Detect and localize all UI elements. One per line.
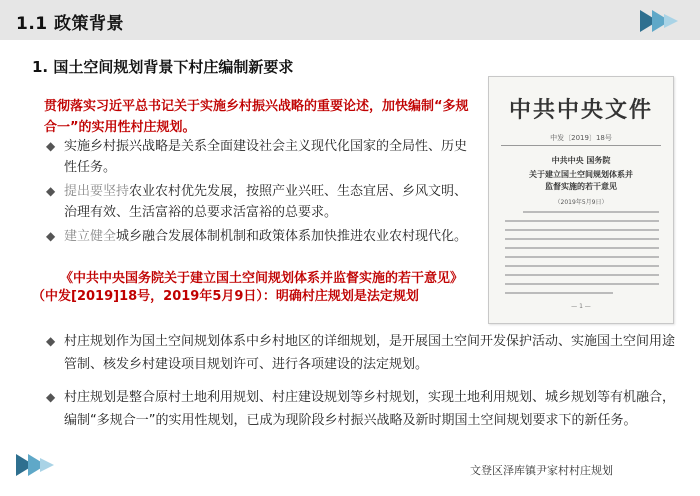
bullet-diamond-icon: ◆ xyxy=(46,334,56,348)
footer-project-name: 文登区泽库镇尹家村村庄规划 xyxy=(470,464,613,477)
bullet-highlight: 提出要坚持 xyxy=(64,184,130,199)
text-line xyxy=(523,211,659,213)
document-issuer: 中共中央 国务院 xyxy=(551,156,611,165)
text-line xyxy=(505,247,659,249)
document-masthead: 中共中央文件 xyxy=(508,97,653,123)
logo-arrow-icon xyxy=(638,8,684,34)
text-line xyxy=(505,274,659,276)
document-title-line: 关于建立国土空间规划体系并 xyxy=(529,170,633,179)
document-body xyxy=(505,211,659,301)
text-line xyxy=(505,229,659,231)
policy-quote: 《中共中央国务院关于建立国土空间规划体系并监督实施的若干意见》（中发[2019]18号，2019年5月9日）：明确村庄规划是法定规划 xyxy=(32,271,464,304)
bullet-list-bottom xyxy=(46,330,676,442)
bullet-list-top xyxy=(46,136,472,250)
document-title xyxy=(489,169,673,193)
list-item xyxy=(46,386,676,432)
bullet-diamond-icon: ◆ xyxy=(46,139,56,153)
bullet-highlight: 建立健全 xyxy=(64,229,117,244)
document-number: 中发〔2019〕18号 xyxy=(550,134,612,142)
page-title: 1.1 政策背景 xyxy=(16,14,125,34)
document-divider xyxy=(501,145,661,146)
list-item xyxy=(46,330,676,376)
bullet-text: 实施乡村振兴战略是关系全面建设社会主义现代化国家的全局性、历史性任务。 xyxy=(64,139,468,175)
list-item xyxy=(46,226,472,247)
bullet-text: 村庄规划是整合原村土地利用规划、村庄建设规划等乡村规划，实现土地利用规划、城乡规划等有机融合，编制“多规合一”的实用性规划，已成为现阶段乡村振兴战略及新时期国土空间规划要求下的新任务。 xyxy=(64,390,676,428)
bullet-diamond-icon: ◆ xyxy=(46,390,56,404)
intro-statement: 贯彻落实习近平总书记关于实施乡村振兴战略的重要论述，加快编制“多规合一”的实用性村庄规划。 xyxy=(44,99,469,135)
text-line xyxy=(505,238,659,240)
document-page-number: — 1 — xyxy=(571,303,591,310)
text-line xyxy=(505,256,659,258)
list-item xyxy=(46,136,472,178)
list-item xyxy=(46,181,472,223)
bullet-text: 提出要坚持农业农村优先发展，按照产业兴旺、生态宜居、乡风文明、治理有效、生活富裕的总要求活富裕的总要求。 xyxy=(64,184,468,220)
document-image xyxy=(488,76,674,324)
bullet-diamond-icon: ◆ xyxy=(46,229,56,243)
bullet-text: 村庄规划作为国土空间规划体系中乡村地区的详细规划，是开展国土空间开发保护活动、实施国土空间用途管制、核发乡村建设项目规划许可、进行各项建设的法定规划。 xyxy=(64,334,676,372)
section-heading: 1. 国土空间规划背景下村庄编制新要求 xyxy=(32,58,294,76)
text-line xyxy=(505,292,613,294)
text-line xyxy=(505,283,659,285)
document-date: （2019年5月9日） xyxy=(554,199,608,206)
text-line xyxy=(505,220,659,222)
bullet-text: 城乡融合发展体制机制和政策体系加快推进农业农村现代化。 xyxy=(116,229,468,244)
logo-arrow-icon xyxy=(14,452,60,478)
bullet-diamond-icon: ◆ xyxy=(46,184,56,198)
header-bar xyxy=(0,0,700,40)
text-line xyxy=(505,265,659,267)
document-title-line: 监督实施的若干意见 xyxy=(545,182,617,191)
